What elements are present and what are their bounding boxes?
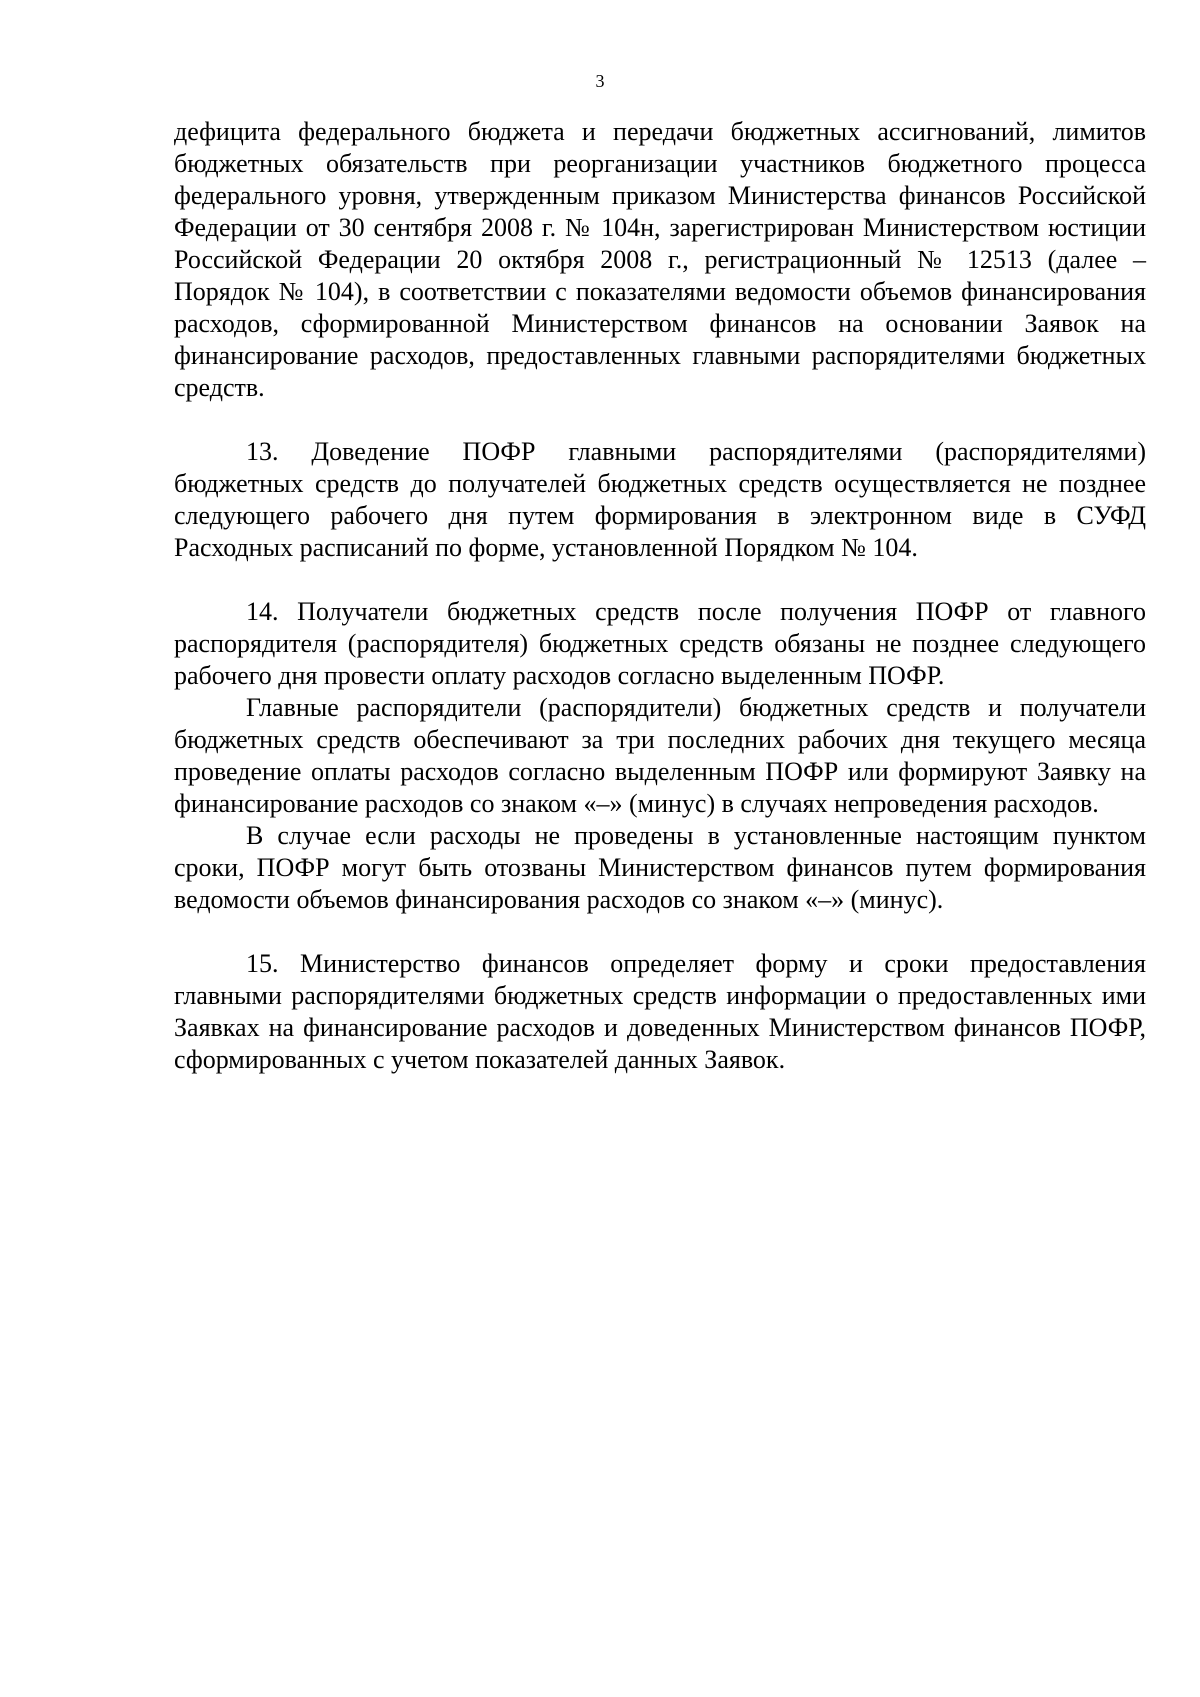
paragraph-item-14: 14. Получатели бюджетных средств после получения ПОФР от главного распорядителя (распорядителя) бюджетных средств обязаны не позднее следующего рабочего дня провести оплату расходов согласно выделенным ПОФР. — [174, 597, 1146, 690]
paragraph-item-15: 15. Министерство финансов определяет форму и сроки предоставления главными распорядителями бюджетных средств информации о предоставленных ими Заявках на финансирование расходов и доведенных Министерством финансов ПОФР, сформированных с учетом показателей данных Заявок. — [174, 949, 1146, 1074]
paragraph-item-13: 13. Доведение ПОФР главными распорядителями (распорядителями) бюджетных средств до получателей бюджетных средств осуществляется не позднее следующего рабочего дня путем формирования в электронном виде в СУФД Расходных расписаний по форме, установленной Порядком № 104. — [174, 437, 1146, 562]
document-body — [174, 116, 1146, 1076]
page-number: 3 — [595, 71, 605, 91]
paragraph-item-14-part-3: В случае если расходы не проведены в установленные настоящим пунктом сроки, ПОФР могут быть отозваны Министерством финансов путем формирования ведомости объемов финансирования расходов со знаком «–» (минус). — [174, 821, 1146, 914]
paragraph-continuation: дефицита федерального бюджета и передачи бюджетных ассигнований, лимитов бюджетных обязательств при реорганизации участников бюджетного процесса федерального уровня, утвержденным приказом Министерства финансов Российской Федерации от 30 сентября 2008 г. № 104н, зарегистрирован Министерством юстиции Российской Федерации 20 октября 2008 г., регистрационный № 12513 (далее – Порядок № 104), в соответствии с показателями ведомости объемов финансирования расходов, сформированной Министерством финансов на основании Заявок на финансирование расходов, предоставленных главными распорядителями бюджетных средств. — [174, 117, 1146, 402]
paragraph-item-14-part-2: Главные распорядители (распорядители) бюджетных средств и получатели бюджетных средств обеспечивают за три последних рабочих дня текущего месяца проведение оплаты расходов согласно выделенным ПОФР или формируют Заявку на финансирование расходов со знаком «–» (минус) в случаях непроведения расходов. — [174, 693, 1146, 818]
